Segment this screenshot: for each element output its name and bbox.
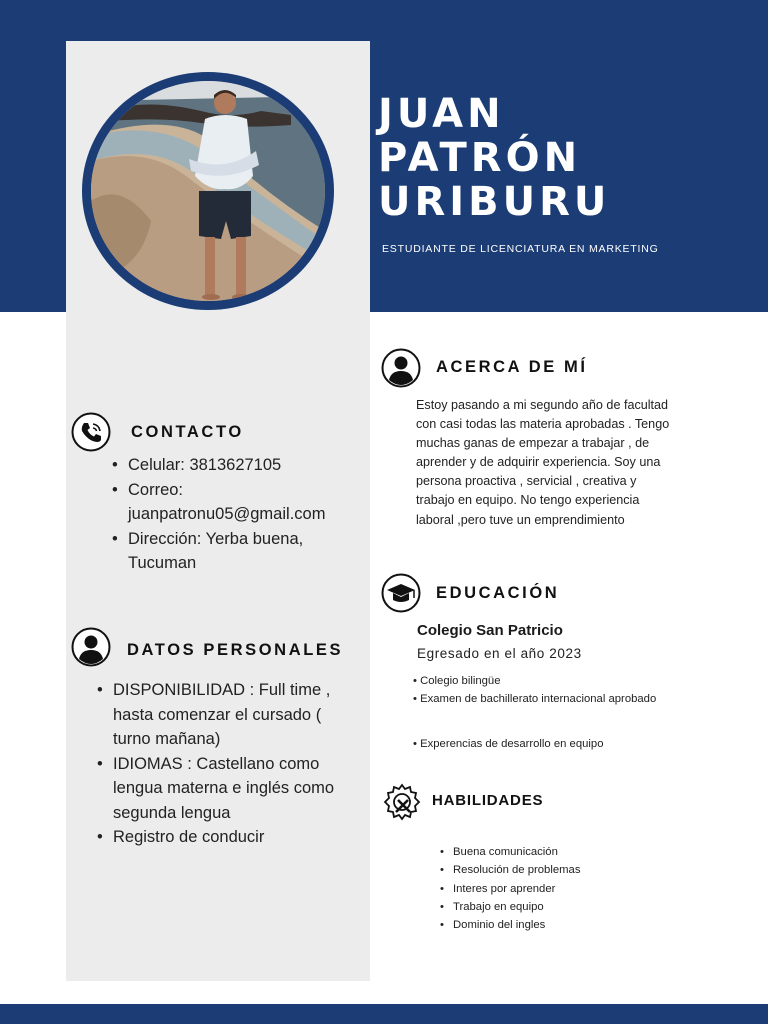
skills-list	[453, 843, 703, 934]
name-line-1: JUAN	[378, 91, 505, 137]
job-subtitle: ESTUDIANTE DE LICENCIATURA EN MARKETING	[382, 243, 659, 255]
list-item: • DISPONIBILIDAD : Full time , hasta comenzar el cursado ( turno mañana)	[113, 678, 361, 752]
graduation-year: Egresado en el año 2023	[417, 646, 582, 661]
personal-heading: DATOS PERSONALES	[127, 641, 344, 659]
list-item: • IDIOMAS : Castellano como lengua materna e inglés como segunda lengua	[113, 752, 361, 826]
name-line-2: PATRÓN	[378, 135, 582, 181]
profile-photo	[82, 72, 334, 310]
footer-band	[0, 1004, 768, 1024]
list-item: • Correo: juanpatronu05@gmail.com	[128, 478, 358, 527]
about-heading: ACERCA DE MÍ	[436, 358, 588, 376]
list-item: • Celular: 3813627105	[128, 453, 358, 478]
personal-list	[113, 678, 361, 850]
list-item: • Resolución de problemas	[453, 861, 703, 879]
list-item: • Interes por aprender	[453, 880, 703, 898]
school-name: Colegio San Patricio	[417, 622, 563, 639]
phone-icon	[71, 412, 111, 452]
list-item: • Dominio del ingles	[453, 916, 703, 934]
education-list	[413, 672, 673, 708]
user-icon	[381, 348, 421, 388]
user-icon	[71, 627, 111, 667]
name-line-3: URIBURU	[378, 179, 611, 225]
education-heading: EDUCACIÓN	[436, 584, 560, 602]
about-text: Estoy pasando a mi segundo año de facultad con casi todas las materia aprobadas . Tengo muchas ganas de empezar a trabajar , de aprender y de adquirir experiencia. Soy una persona proactiva , servicial , creativa y trabajo en equipo. No tengo experiencia laboral ,pero tuve un emprendimiento	[416, 398, 670, 527]
contact-list	[128, 453, 358, 576]
list-item: • Dirección: Yerba buena, Tucuman	[128, 527, 358, 576]
list-item: • Buena comunicación	[453, 843, 703, 861]
list-item: • Trabajo en equipo	[453, 898, 703, 916]
list-item: • Examen de bachillerato internacional aprobado	[413, 693, 657, 705]
gear-tools-icon	[382, 782, 422, 822]
full-name	[378, 92, 610, 224]
contact-heading: CONTACTO	[131, 423, 244, 441]
graduation-cap-icon	[381, 573, 421, 613]
education-extra: • Experencias de desarrollo en equipo	[413, 738, 604, 750]
list-item: • Colegio bilingüe	[413, 675, 501, 687]
list-item: • Registro de conducir	[113, 825, 361, 850]
beach-photo-illustration	[91, 81, 325, 301]
skills-heading: HABILIDADES	[432, 792, 544, 809]
